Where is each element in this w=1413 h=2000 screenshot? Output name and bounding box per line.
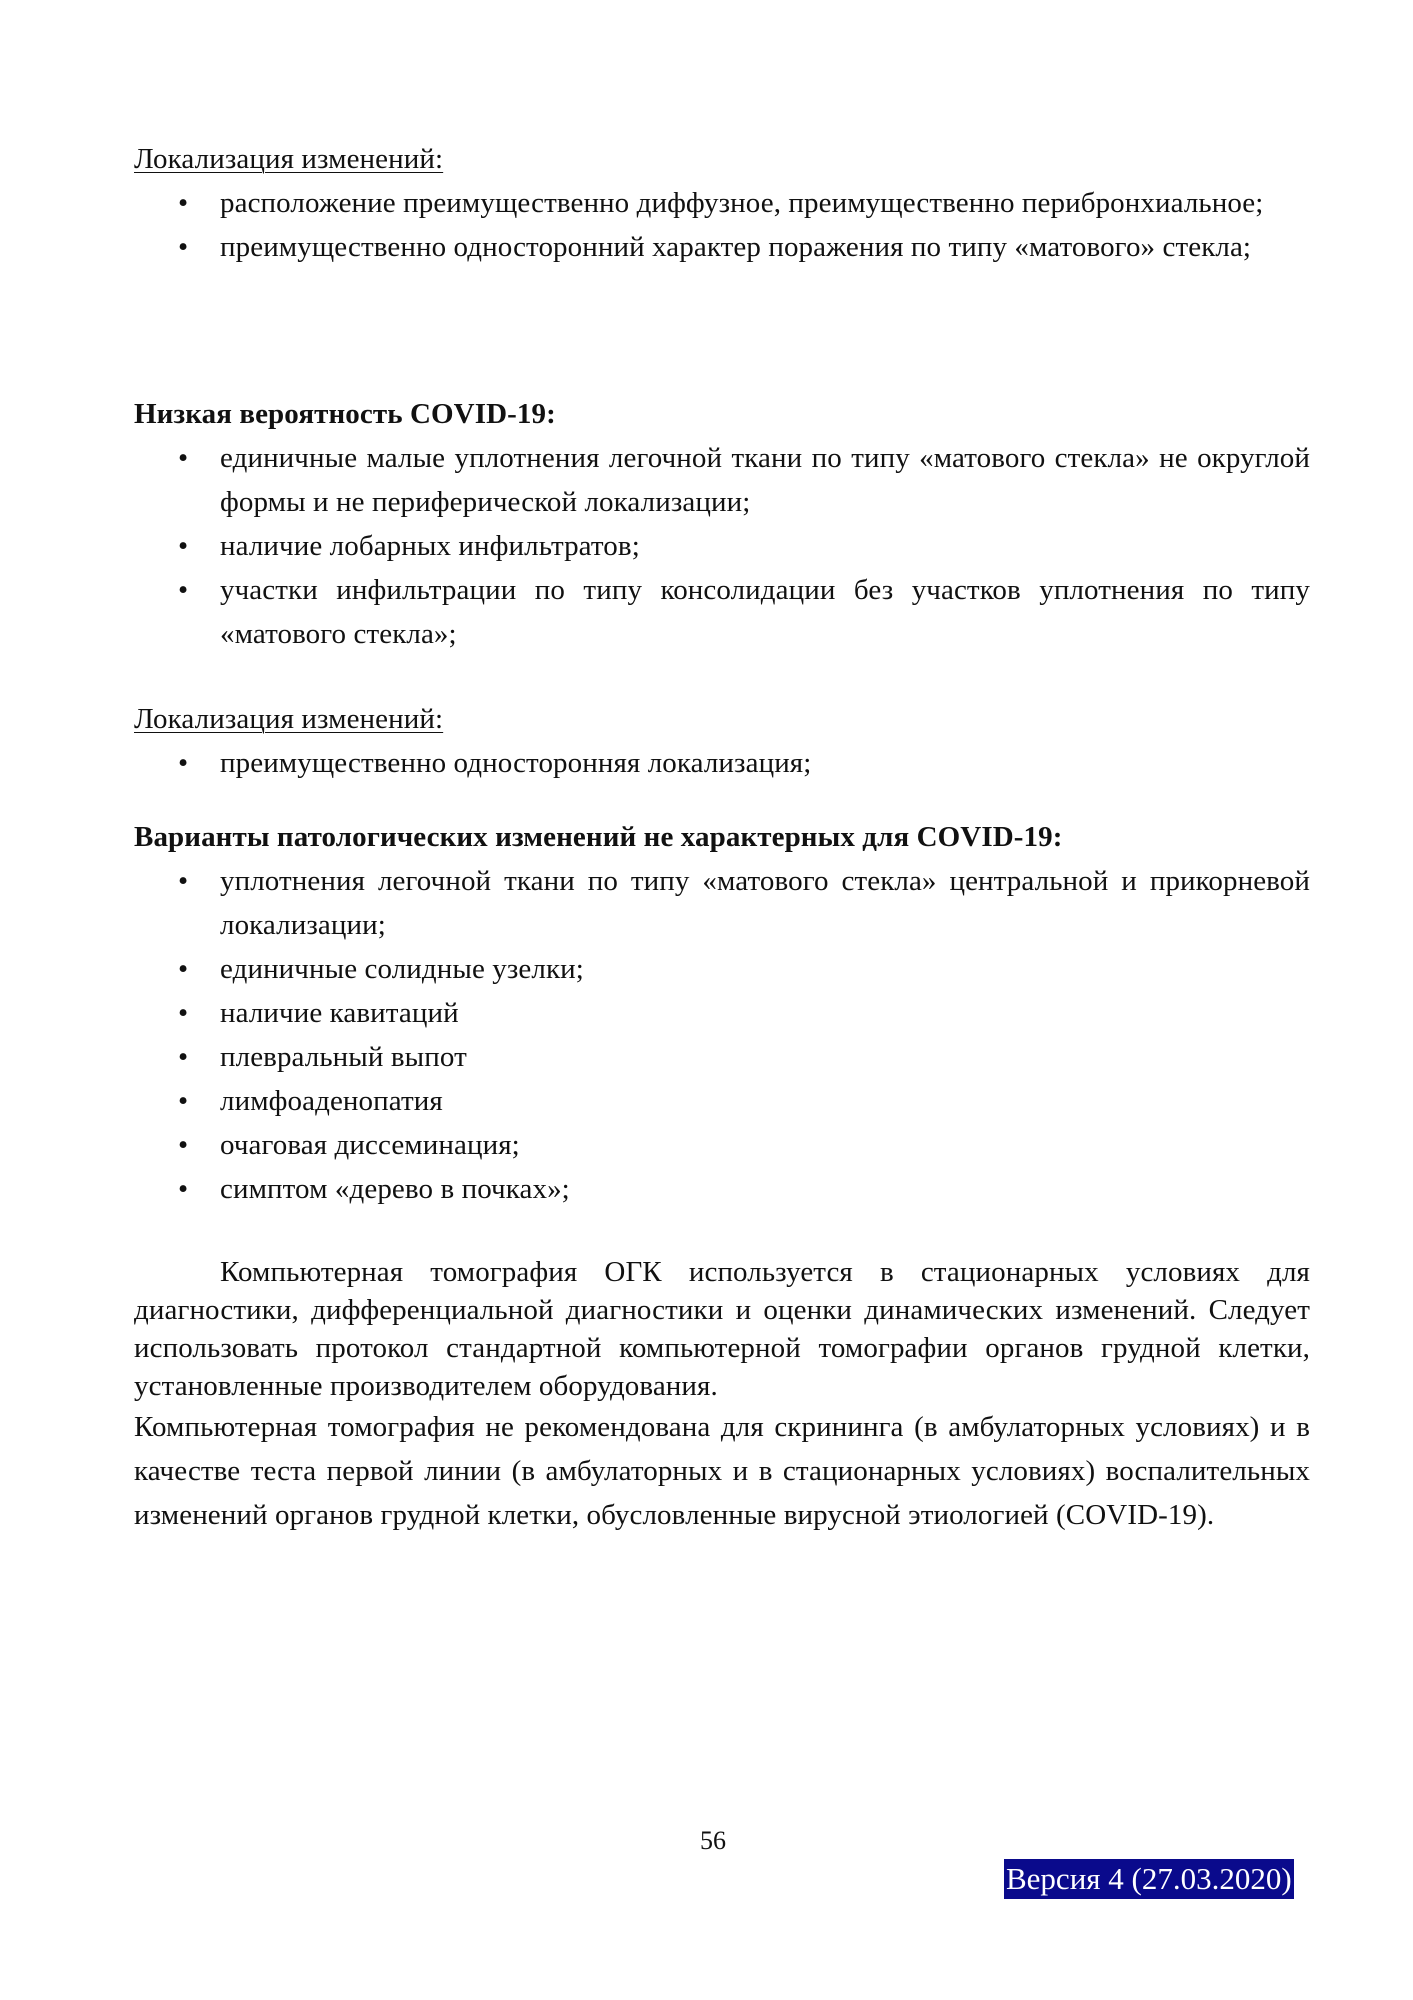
paragraph-ct-usage: Компьютерная томография ОГК используется в стационарных условиях для диагностики, дифференциальной диагностики и оценки динамических изменений. Следует использовать протокол стандартной компьютерной томографии органов грудной клетки, установленные производителем оборудования. [134, 1256, 1310, 1402]
section-localization-1 [134, 137, 1310, 269]
list-item-text: единичные малые уплотнения легочной ткани по типу «матового стекла» не округлой формы и не периферической локализации; [220, 442, 1310, 518]
section-heading: Локализация изменений: [134, 143, 444, 175]
bullet-icon: • [178, 1129, 189, 1161]
section-low-probability [134, 392, 1310, 656]
bullet-icon: • [178, 1041, 189, 1073]
bullet-icon: • [178, 865, 189, 897]
bullet-icon: • [178, 1085, 189, 1117]
list-item [134, 1079, 1310, 1123]
bullet-list [134, 436, 1310, 656]
list-item-text: уплотнения легочной ткани по типу «матового стекла» центральной и прикорневой локализации; [220, 865, 1310, 941]
section-not-characteristic [134, 815, 1310, 1211]
bullet-icon: • [178, 747, 189, 779]
list-item-text: преимущественно односторонний характер поражения по типу «матового» стекла; [220, 231, 1252, 263]
list-item [134, 859, 1310, 947]
list-item [134, 524, 1310, 568]
paragraph-ct-not-recommended: Компьютерная томография не рекомендована для скрининга (в амбулаторных условиях) и в качестве теста первой линии (в амбулаторных и в стационарных условиях) воспалительных изменений органов грудной клетки, обусловленные вирусной этиологией (COVID-19). [134, 1411, 1310, 1531]
list-item [134, 947, 1310, 991]
list-item [134, 1123, 1310, 1167]
bullet-icon: • [178, 530, 189, 562]
list-item-text: наличие кавитаций [220, 997, 459, 1029]
list-item [134, 741, 1310, 785]
bullet-list [134, 859, 1310, 1211]
list-item-text: участки инфильтрации по типу консолидации без участков уплотнения по типу «матового стекла»; [220, 574, 1310, 650]
bullet-icon: • [178, 187, 189, 219]
list-item-text: наличие лобарных инфильтратов; [220, 530, 640, 562]
list-item [134, 991, 1310, 1035]
list-item-text: симптом «дерево в почках»; [220, 1173, 570, 1205]
list-item-text: очаговая диссеминация; [220, 1129, 520, 1161]
section-localization-2 [134, 697, 1310, 785]
list-item-text: преимущественно односторонняя локализация; [220, 747, 812, 779]
list-item-text: плевральный выпот [220, 1041, 467, 1073]
bullet-icon: • [178, 1173, 189, 1205]
list-item [134, 1035, 1310, 1079]
section-heading: Варианты патологических изменений не характерных для COVID-19: [134, 821, 1063, 853]
list-item [134, 1167, 1310, 1211]
bullet-list [134, 741, 1310, 785]
list-item-text: расположение преимущественно диффузное, преимущественно перибронхиальное; [220, 187, 1264, 219]
bullet-icon: • [178, 574, 189, 606]
list-item [134, 568, 1310, 656]
list-item [134, 436, 1310, 524]
bullet-icon: • [178, 442, 189, 474]
list-item [134, 225, 1310, 269]
section-heading: Низкая вероятность COVID-19: [134, 398, 556, 430]
page-number: 56 [700, 1826, 726, 1855]
bullet-icon: • [178, 997, 189, 1029]
bullet-icon: • [178, 953, 189, 985]
list-item [134, 181, 1310, 225]
list-item-text: единичные солидные узелки; [220, 953, 584, 985]
bullet-icon: • [178, 231, 189, 263]
list-item-text: лимфоаденопатия [220, 1085, 443, 1117]
body-paragraphs [134, 1253, 1310, 1537]
version-badge: Версия 4 (27.03.2020) [1004, 1859, 1294, 1899]
bullet-list [134, 181, 1310, 269]
section-heading: Локализация изменений: [134, 703, 444, 735]
